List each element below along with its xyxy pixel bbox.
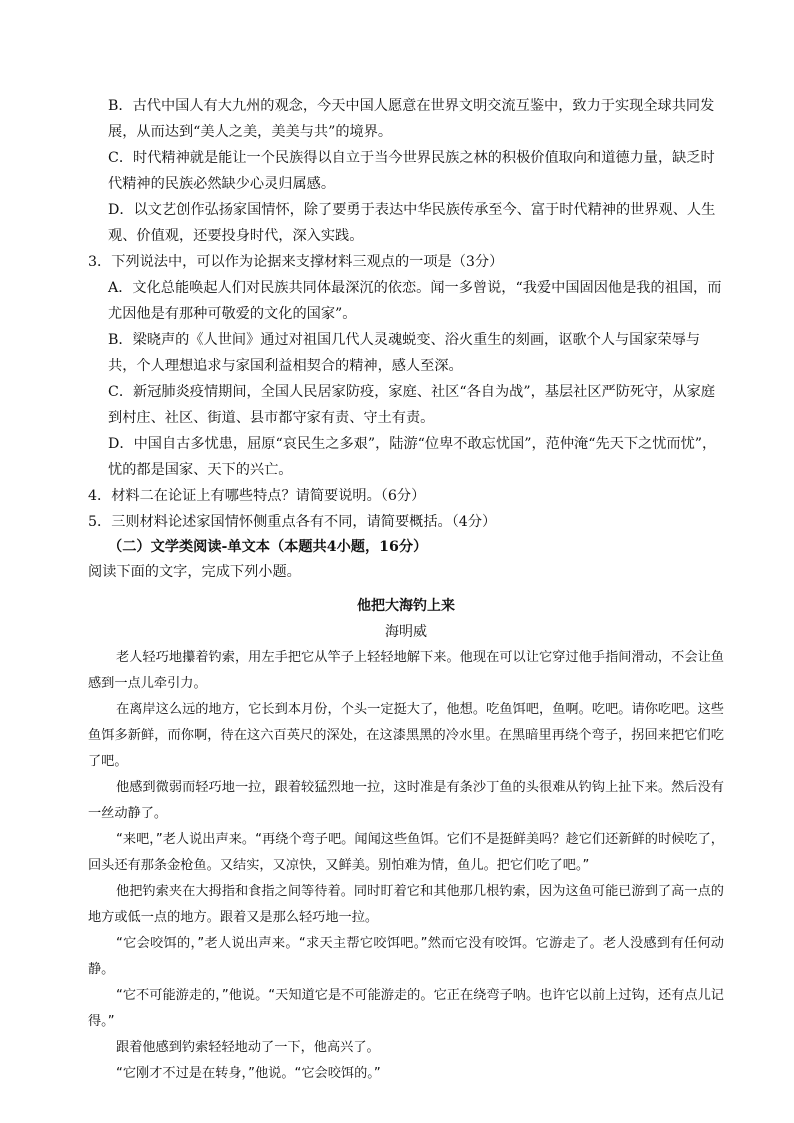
story-paragraph: “它刚才不过是在转身，”他说。“它会咬饵的。”	[116, 1066, 381, 1081]
story-paragraph: 在离岸这么远的地方，它长到本月份，个头一定挺大了，他想。吃鱼饵吧，鱼啊。吃吧。请你吃吧。这些鱼饵多新鲜，而你啊，待在这六百英尺的深处，在这漆黑黑的冷水里。在黑暗里再绕个弯子，拐回来把它们吃了吧。	[88, 702, 724, 769]
q3-option-a: A．文化总能唤起人们对民族共同体最深沉的依恋。闻一多曾说，“我爱中国固因他是我的祖国，而尤因他是有那种可敬爱的文化的国家”。	[108, 280, 722, 322]
q5-stem: 5．三则材料论述家国情怀侧重点各有不同，请简要概括。（4分）	[88, 514, 497, 530]
q3-stem: 3．下列说法中，可以作为论据来支撑材料三观点的一项是（3分）	[88, 254, 504, 270]
q2-option-b: B．古代中国人有大九州的观念，今天中国人愿意在世界文明交流互鉴中，致力于实现全球共同发展，从而达到“美人之美，美美与共”的境界。	[108, 98, 715, 140]
section-heading: （二）文学类阅读-单文本（本题共4小题，16分）	[108, 539, 428, 555]
story-title: 他把大海钓上来	[357, 598, 455, 614]
story-paragraph: 他感到微弱而轻巧地一拉，跟着较猛烈地一拉，这时准是有条沙丁鱼的头很难从钓钩上扯下来。然后没有一丝动静了。	[88, 780, 724, 821]
q3-option-d: D．中国自古多忧患，屈原“哀民生之多艰”，陆游“位卑不敢忘忧国”，范仲淹“先天下之忧而忧”，忧的都是国家、天下的兴亡。	[108, 436, 717, 478]
story-paragraph: “它不可能游走的，”他说。“天知道它是不可能游走的。它正在绕弯子呐。也许它以前上过钩，还有点儿记得。”	[88, 988, 724, 1029]
q4-stem: 4．材料二在论证上有哪些特点？请简要说明。（6分）	[88, 488, 426, 504]
q3-option-c: C．新冠肺炎疫情期间，全国人民居家防疫，家庭、社区“各自为战”，基层社区严防死守，从家庭到村庄、社区、街道、县市都守家有责、守土有责。	[108, 384, 716, 426]
q2-option-c: C．时代精神就是能让一个民族得以自立于当今世界民族之林的积极价值取向和道德力量，缺乏时代精神的民族必然缺少心灵归属感。	[108, 150, 715, 192]
story-paragraph: “来吧，”老人说出声来。“再绕个弯子吧。闻闻这些鱼饵。它们不是挺鲜美吗？趁它们还新鲜的时候吃了，回头还有那条金枪鱼。又结实，又凉快，又鲜美。别怕难为情，鱼儿。把它们吃了吧。”	[88, 832, 724, 873]
q2-option-d: D．以文艺创作弘扬家国情怀，除了要勇于表达中华民族传承至今、富于时代精神的世界观、人生观、价值观，还要投身时代，深入实践。	[108, 202, 716, 244]
story-paragraph: 跟着他感到钓索轻轻地动了一下，他高兴了。	[116, 1040, 380, 1055]
story-paragraph: 老人轻巧地攥着钓索，用左手把它从竿子上轻轻地解下来。他现在可以让它穿过他手指间滑动，不会让鱼感到一点儿牵引力。	[88, 650, 724, 691]
story-paragraph: 他把钓索夹在大拇指和食指之间等待着。同时盯着它和其他那几根钓索，因为这鱼可能已游到了高一点的地方或低一点的地方。跟着又是那么轻巧地一拉。	[88, 884, 724, 925]
story-author: 海明威	[385, 624, 427, 640]
q3-option-b: B．梁晓声的《人世间》通过对祖国几代人灵魂蜕变、浴火重生的刻画，讴歌个人与国家荣辱与共，个人理想追求与家国利益相契合的精神，感人至深。	[108, 332, 701, 374]
story-paragraph: “它会咬饵的，”老人说出声来。“求天主帮它咬饵吧。”然而它没有咬饵。它游走了。老人没感到有任何动静。	[88, 936, 724, 977]
story-body	[88, 645, 724, 1087]
reading-instruction: 阅读下面的文字，完成下列小题。	[88, 564, 301, 580]
